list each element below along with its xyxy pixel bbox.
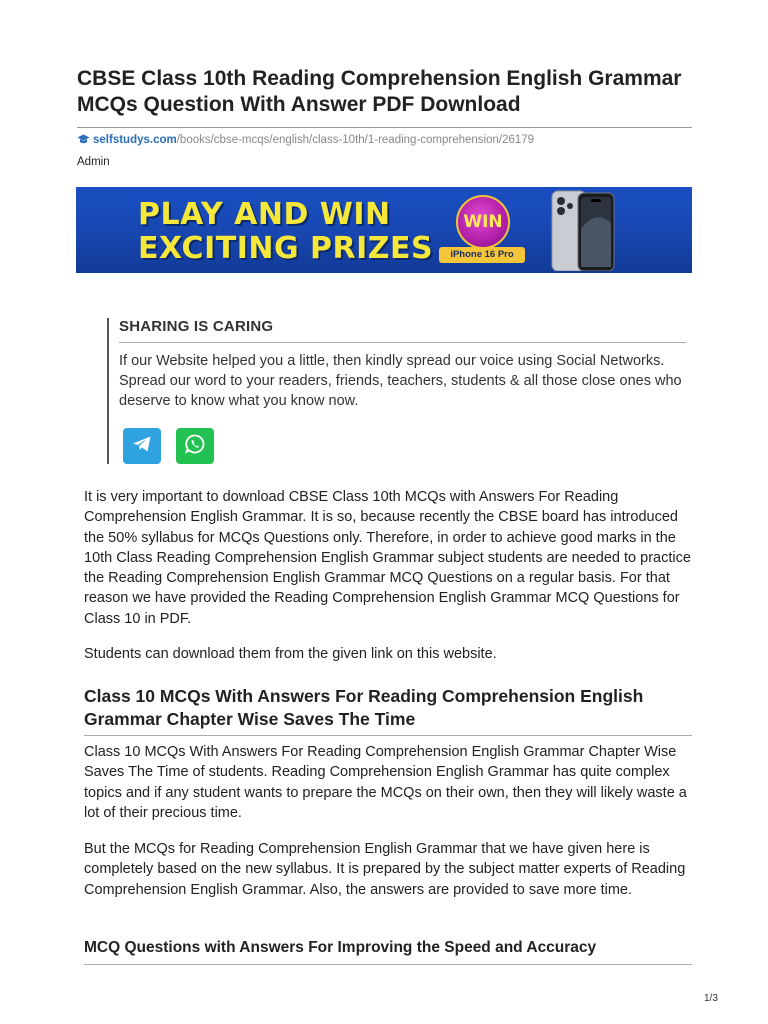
subsection-divider [84,964,692,965]
page-number: 1/3 [704,993,718,1004]
syllabus-paragraph: But the MCQs for Reading Comprehension English Grammar that we have given here is completely based on the new syllabus. It is prepared by the subject matter experts of Reading Comprehension English Grammar. Also, the answers are provided to save more time. [84,841,686,898]
source-url[interactable] [77,133,534,149]
promo-banner[interactable] [76,187,692,273]
url-host[interactable]: selfstudys.com [93,134,177,146]
prize-label: iPhone 16 Pro [439,247,525,263]
graduation-cap-icon [77,134,90,149]
section-divider [84,735,692,736]
whatsapp-share-button[interactable] [176,428,214,464]
download-note-paragraph: Students can download them from the given link on this website. [84,646,497,662]
section-heading-speed-accuracy: MCQ Questions with Answers For Improving the Speed and Accuracy [84,939,597,956]
sharing-title: SHARING IS CARING [119,318,274,335]
sharing-text: If our Website helped you a little, then kindly spread our voice using Social Networks. Spread our word to your readers, friends, teachers, students & all those close ones who deserve to know what you know now. [119,353,682,409]
banner-headline-1: PLAY AND WIN [138,197,391,232]
chapter-wise-paragraph: Class 10 MCQs With Answers For Reading Comprehension English Grammar Chapter Wise Saves The Time of students. Reading Comprehension English Grammar has quite complex topics and if any student wants to prepare the MCQs on their own, then they will likely waste a lot of their precious time. [84,744,687,821]
telegram-icon [132,435,152,458]
author-name: Admin [77,156,110,168]
section-heading-chapter-wise: Class 10 MCQs With Answers For Reading Comprehension English Grammar Chapter Wise Saves The Time [84,686,644,729]
title-divider [77,127,692,128]
telegram-share-button[interactable] [123,428,161,464]
banner-headline-2: EXCITING PRIZES [138,231,434,266]
intro-paragraph: It is very important to download CBSE Class 10th MCQs with Answers For Reading Comprehension English Grammar. It is so, because recently the CBSE board has introduced the 50% syllabus for MCQs Questions only. Therefore, in order to achieve good marks in the 10th Class Reading Comprehension English Grammar subject students are needed to practice the Reading Comprehension English Grammar MCQ Questions on a regular basis. For that reason we have provided the Reading Comprehension English Grammar MCQ Questions for Class 10 in PDF. [84,489,691,627]
page-title: CBSE Class 10th Reading Comprehension English Grammar MCQs Question With Answer PDF Download [77,67,682,116]
win-badge: WIN [456,195,510,249]
whatsapp-icon [184,433,206,460]
sharing-section [107,318,686,464]
smartphone-image [548,189,618,271]
url-path[interactable]: /books/cbse-mcqs/english/class-10th/1-reading-comprehension/26179 [176,134,535,146]
sharing-divider [119,342,686,343]
